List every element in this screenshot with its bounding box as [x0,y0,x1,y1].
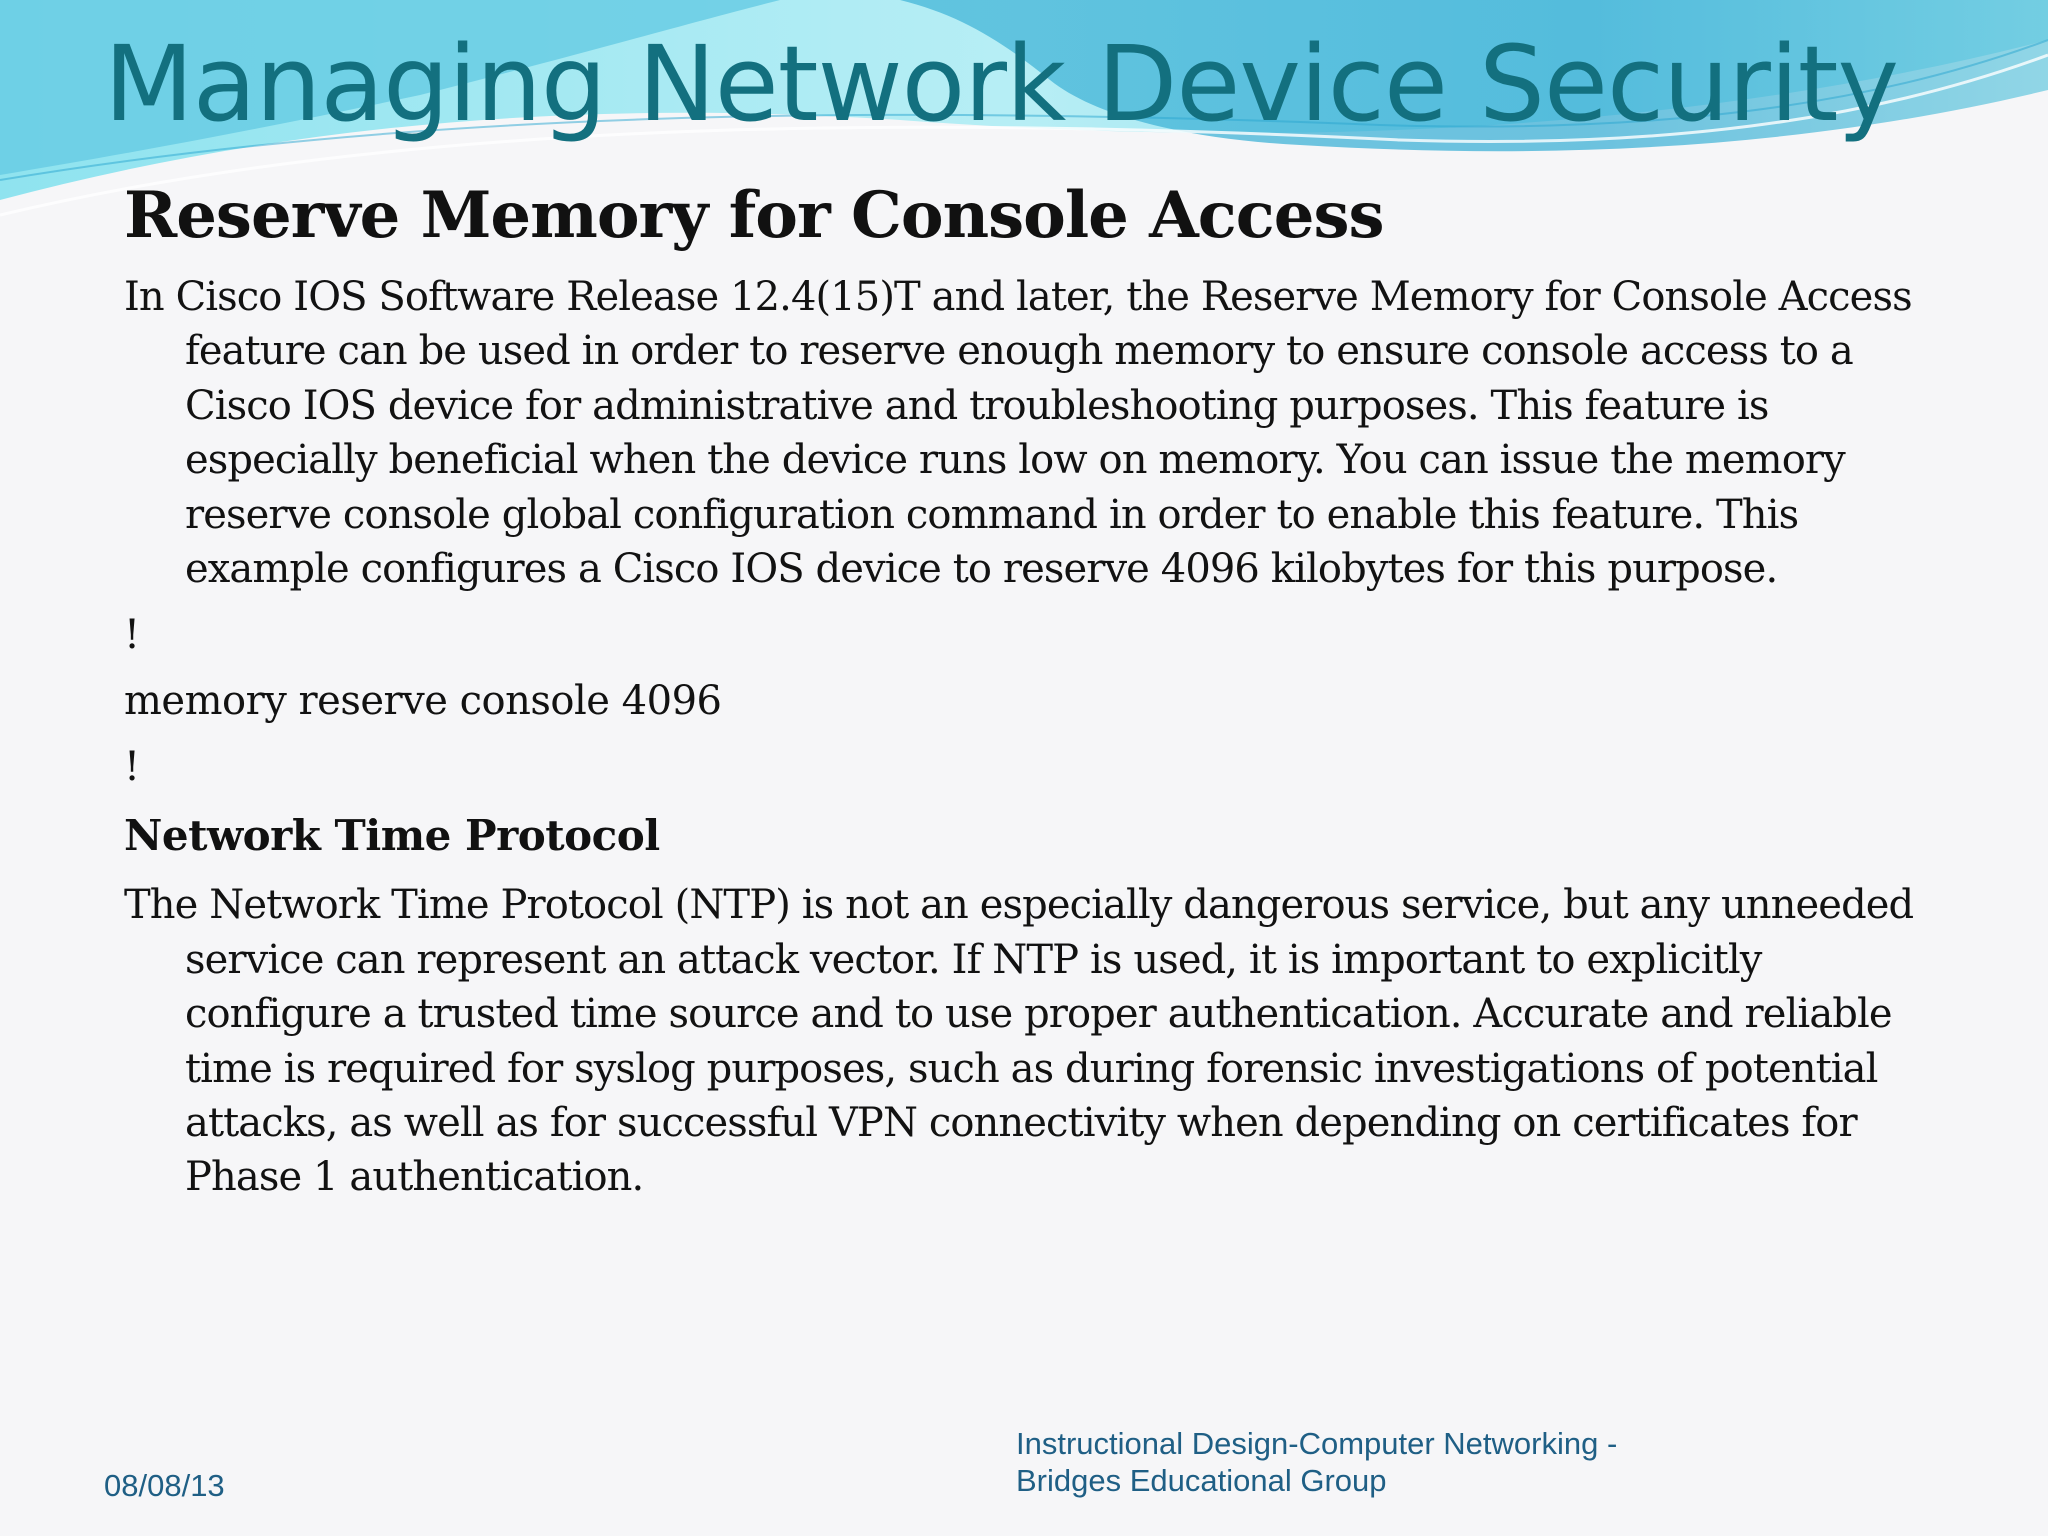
ntp-heading: Network Time Protocol [124,811,660,861]
footer-credit-line1: Instructional Design-Computer Networking - [1016,1426,1618,1461]
section-title: Reserve Memory for Console Access [124,178,1384,253]
ntp-paragraph: The Network Time Protocol (NTP) is not an especially dangerous service, but any unneeded service can represent an attack vector. If NTP is used, it is important to explicitly configure a trusted time source and to use proper authentication. Accurate and reliable time is required for syslog purposes, such as during forensic investigations of potential attacks, as well as for successful VPN connectivity when depending on certificates for Phase 1 authentication. [124,882,1914,1201]
slide-title: Managing Network Device Security [104,23,1899,145]
intro-paragraph: In Cisco IOS Software Release 12.4(15)T and later, the Reserve Memory for Console Access feature can be used in order to reserve enough memory to ensure console access to a Cisco IOS device for administrative and troubleshooting purposes. This feature is especially beneficial when the device runs low on memory. You can issue the memory reserve console global configuration command in order to enable this feature. This example configures a Cisco IOS device to reserve 4096 kilobytes for this purpose. [124,274,1912,593]
footer-credit [1016,1425,1916,1499]
config-open-marker: ! [124,612,140,659]
slide-content [124,170,1944,1205]
config-close-marker: ! [124,744,140,791]
config-command: memory reserve console 4096 [124,678,722,725]
footer-credit-line2: Bridges Educational Group [1016,1463,1387,1498]
footer-date: 08/08/13 [104,1468,225,1503]
